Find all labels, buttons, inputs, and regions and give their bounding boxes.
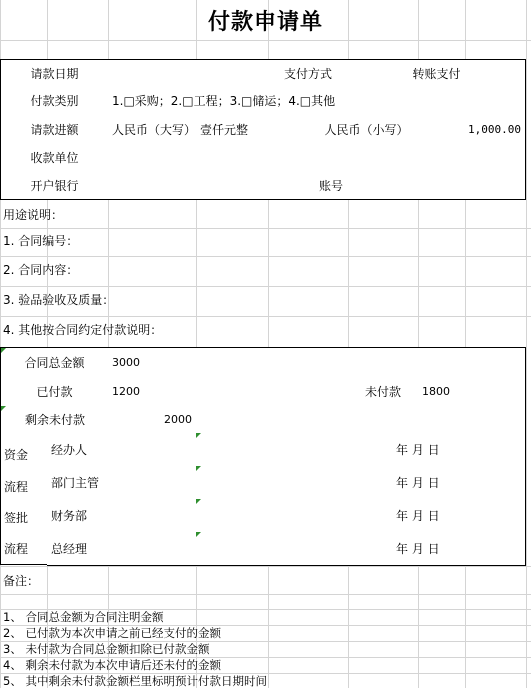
remaining-value[interactable]: 2000: [108, 406, 197, 434]
remarks-label: 备注：: [3, 573, 40, 588]
approval-side-text-2: 流程: [4, 479, 29, 494]
amount-lower-value[interactable]: 1,000.00: [418, 115, 526, 144]
payment-type-label: 付款类别: [0, 86, 109, 116]
paid-value[interactable]: 1200: [108, 376, 197, 407]
contract-total-blank: [196, 347, 526, 377]
bank-label: 开户银行: [0, 172, 109, 200]
approver-date-finance[interactable]: 年 月 日: [196, 499, 526, 533]
purpose-item-acceptance: 3. 验品验收及质量：: [3, 292, 115, 307]
purpose-item-other-terms: 4. 其他按合同约定付款说明：: [3, 322, 163, 337]
payment-type-options[interactable]: 1.□采购；2.□工程；3.□储运；4.□其他: [108, 86, 526, 116]
amount-lower-label: 人民币（小写）: [315, 115, 419, 144]
amount-upper-label: 人民币（大写）: [108, 115, 196, 144]
note-item-3: 3、 未付款为合同总金额扣除已付款金额: [3, 642, 210, 656]
paid-blank: [196, 376, 349, 407]
payment-method-label: 支付方式: [268, 59, 349, 87]
purpose-item-contract-no: 1. 合同编号：: [3, 233, 79, 248]
approval-side-label: [0, 433, 48, 565]
approver-role-general-manager: 总经理: [47, 532, 197, 566]
payment-method-value[interactable]: 转账支付: [348, 59, 526, 87]
purpose-item-contract-content: 2. 合同内容：: [3, 262, 79, 277]
approver-date-general-manager[interactable]: 年 月 日: [196, 532, 526, 566]
contract-total-value[interactable]: 3000: [108, 347, 197, 377]
approval-side-text-3: 签批: [4, 510, 29, 525]
approver-date-dept-head[interactable]: 年 月 日: [196, 466, 526, 500]
note-item-2: 2、 已付款为本次申请之前已经支付的金额: [3, 626, 221, 640]
page-title: 付款申请单: [207, 9, 323, 35]
amount-label: 请款进额: [0, 115, 109, 144]
note-item-5: 5、 其中剩余未付款金额栏里标明预计付款日期时间: [3, 673, 267, 688]
unpaid-label: 未付款: [348, 376, 419, 407]
approver-date-handler[interactable]: 年 月 日: [196, 433, 526, 467]
bank-field[interactable]: [108, 172, 316, 200]
note-item-4: 4、 剩余未付款为本次申请后还未付的金额: [3, 658, 221, 672]
purpose-heading: 用途说明：: [3, 207, 64, 222]
approver-role-handler: 经办人: [47, 433, 197, 467]
note-item-1: 1、 合同总金额为合同注明金额: [3, 610, 164, 624]
paid-label: 已付款: [0, 376, 109, 407]
payee-field[interactable]: [108, 143, 526, 173]
remaining-label: 剩余未付款: [0, 406, 109, 434]
approver-role-finance: 财务部: [47, 499, 197, 533]
approval-side-text-4: 流程: [4, 541, 29, 556]
request-date-label: 请款日期: [0, 59, 109, 87]
approver-role-dept-head: 部门主管: [47, 466, 197, 500]
amount-upper-value[interactable]: 壹仟元整: [196, 115, 316, 144]
remaining-blank: [196, 406, 526, 434]
account-label: 账号: [315, 172, 349, 200]
contract-total-label: 合同总金额: [0, 347, 109, 377]
unpaid-value[interactable]: 1800: [418, 376, 526, 407]
payee-label: 收款单位: [0, 143, 109, 173]
approval-side-text-1: 资金: [4, 447, 29, 462]
account-field[interactable]: [348, 172, 526, 200]
request-date-field[interactable]: [108, 59, 269, 87]
